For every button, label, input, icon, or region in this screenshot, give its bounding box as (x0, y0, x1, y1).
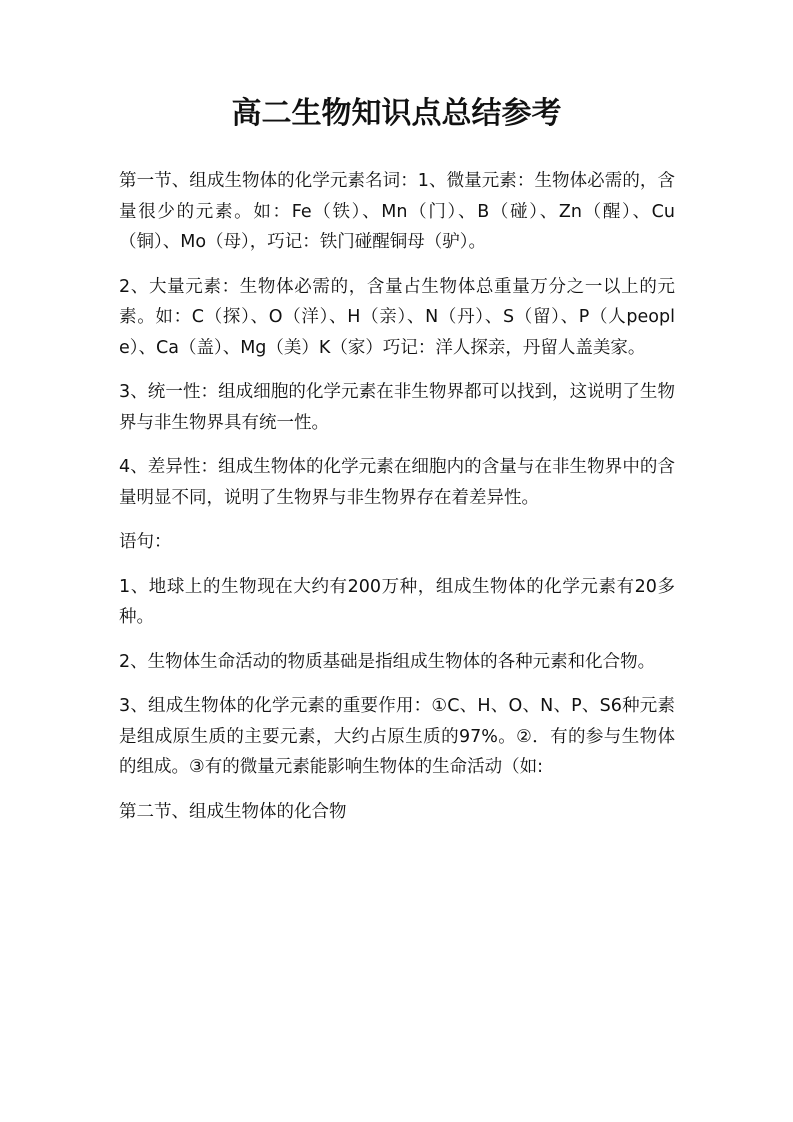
document-body (119, 166, 675, 841)
paragraph-unity: 3、统一性：组成细胞的化学元素在非生物界都可以找到，这说明了生物界与非生物界具有统一性。 (119, 382, 675, 433)
paragraph-difference: 4、差异性：组成生物体的化学元素在细胞内的含量与在非生物界中的含量明显不同，说明了生物界与非生物界存在着差异性。 (119, 457, 675, 508)
document-title: 高二生物知识点总结参考 (231, 96, 562, 131)
paragraph-section2-heading: 第二节、组成生物体的化合物 (119, 801, 347, 822)
paragraph-section1-trace-elements: 第一节、组成生物体的化学元素名词：1、微量元素：生物体必需的，含量很少的元素。如：Fe（铁）、Mn（门）、B（碰）、Zn（醒）、Cu（铜）、Mo（母），巧记：铁门碰醒铜母（驴）。 (119, 171, 675, 252)
paragraph-major-elements: 2、大量元素：生物体必需的，含量占生物体总重量万分之一以上的元素。如：C（探）、O（洋）、H（亲）、N（丹）、S（留）、P（人people）、Ca（盖）、Mg（美）K（家）巧记：洋人探亲，丹留人盖美家。 (119, 276, 675, 358)
paragraph-species-count: 1、地球上的生物现在大约有200万种，组成生物体的化学元素有20多种。 (119, 576, 675, 627)
paragraph-material-basis: 2、生物体生命活动的物质基础是指组成生物体的各种元素和化合物。 (119, 651, 656, 672)
paragraph-sentences-heading: 语句： (119, 532, 172, 552)
paragraph-element-roles: 3、组成生物体的化学元素的重要作用：①C、H、O、N、P、S6种元素是组成原生质的主要元素，大约占原生质的97%。②．有的参与生物体的组成。③有的微量元素能影响生物体的生命活动（如: (119, 696, 675, 777)
